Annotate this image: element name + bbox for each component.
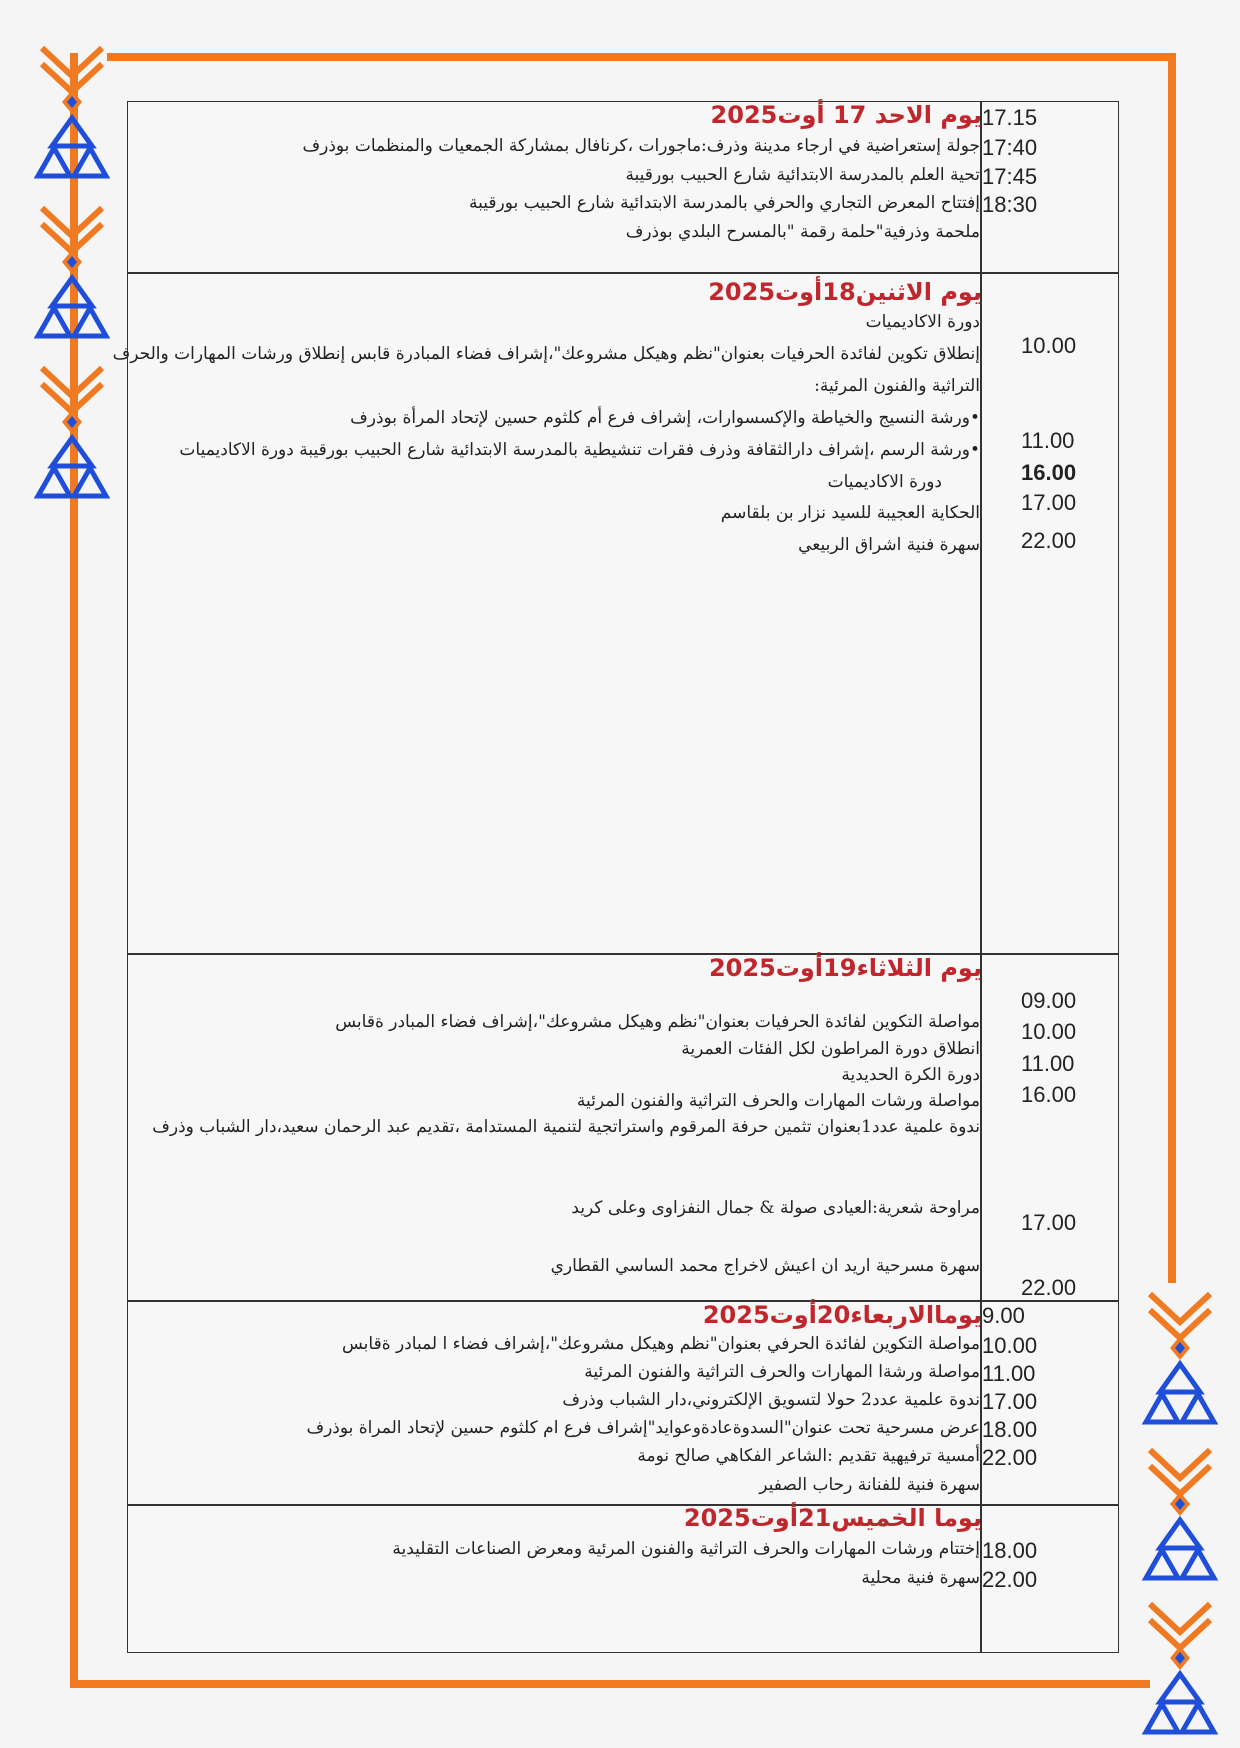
- event-time: 17.00: [982, 1389, 1038, 1414]
- event-text: إفتتاح المعرض التجاري والحرفي بالمدرسة الابتدائية شارع الحبيب بورقيبة: [469, 193, 980, 213]
- berber-motif-icon: [1140, 1282, 1220, 1432]
- event-text: مواصلة ورشات المهارات والحرف التراثية والفنون المرئية: [576, 1091, 980, 1111]
- event-time: 16.00: [1021, 1082, 1077, 1107]
- event-time: 16.00: [1021, 460, 1077, 485]
- event-time: 17.15: [982, 105, 1038, 130]
- event-text: التراثية والفنون المرئية:: [814, 376, 980, 396]
- event-text: عرض مسرحية تحت عنوان"السدوةعادةوعوايد"إشراف فرع ام كلثوم حسين لإتحاد المراة بوذرف: [306, 1418, 980, 1438]
- event-text: سهرة فنية للفنانة رحاب الصفير: [759, 1475, 980, 1495]
- event-text: الحكاية العجيبة للسيد نزار بن بلقاسم: [720, 503, 980, 523]
- event-text: ندوة علمية عدد1بعنوان تثمين حرفة المرقوم واستراتجية لتنمية المستدامة ،تقديم عبد الرحمان سعيد،دار الشباب وذرف: [152, 1117, 980, 1137]
- event-time: 11.00: [982, 1361, 1036, 1386]
- event-time: 10.00: [982, 1333, 1038, 1358]
- event-text: مواصلة ورشةا المهارات والحرف التراثية والفنون المرئية: [584, 1362, 980, 1382]
- event-text: أمسية ترفيهية تقديم :الشاعر الفكاهي صالح نومة: [637, 1446, 980, 1466]
- event-text: دورة الاكاديميات: [827, 472, 942, 492]
- event-time: 11.00: [1021, 1051, 1075, 1076]
- event-time: 17:45: [982, 164, 1038, 189]
- event-text: إنطلاق تكوين لفائدة الحرفيات بعنوان"نظم وهيكل مشروعك"،إشراف فضاء المبادرة قابس إنطلاق ورشات المهارات والحرف: [112, 344, 980, 364]
- frame-bottom: [70, 1680, 1150, 1688]
- event-time: 22.00: [1021, 1275, 1077, 1300]
- event-time: 10.00: [1021, 1019, 1077, 1044]
- event-text: سهرة مسرحية اريد ان اعيش لاخراج محمد الساسي القطاري: [550, 1256, 980, 1276]
- berber-motif-icon: [32, 196, 112, 346]
- event-time: 11.00: [1021, 428, 1075, 453]
- event-time: 22.00: [982, 1445, 1038, 1470]
- event-text: دورة الاكاديميات: [865, 312, 980, 332]
- berber-motif-icon: [32, 356, 112, 506]
- event-time: 18.00: [982, 1417, 1038, 1442]
- event-text: إختتام ورشات المهارات والحرف التراثية والفنون المرئية ومعرض الصناعات التقليدية: [392, 1539, 980, 1559]
- event-text: تحية العلم بالمدرسة الابتدائية شارع الحبيب بورقيبة: [625, 165, 980, 185]
- event-time: 17.00: [1021, 490, 1077, 515]
- event-text: دورة الكرة الحديدية: [841, 1065, 980, 1085]
- row-divider: [127, 272, 1119, 274]
- event-time: 09.00: [1021, 988, 1077, 1013]
- day-title: يوم الثلاثاء19أوت2025: [708, 954, 982, 982]
- event-time: 22.00: [1021, 528, 1077, 553]
- event-time: 10.00: [1021, 333, 1077, 358]
- event-text: مواصلة التكوين لفائدة الحرفيات بعنوان"نظم وهيكل مشروعك"،إشراف فضاء المبادر ةقابس: [335, 1012, 980, 1032]
- day-title: يوما الخميس21أوت2025: [683, 1504, 982, 1532]
- berber-motif-icon: [1140, 1592, 1220, 1742]
- berber-motif-icon: [32, 36, 112, 186]
- day-title: يوم الاحد 17 أوت2025: [710, 101, 982, 129]
- event-time: 18:30: [982, 192, 1038, 217]
- event-text: سهرة فنية اشراق الربيعي: [798, 535, 980, 555]
- day-title: يوماالاربعاء20أوت2025: [702, 1301, 982, 1329]
- event-time: 17.00: [1021, 1210, 1077, 1235]
- frame-right: [1168, 53, 1176, 1283]
- frame-top: [107, 53, 1175, 61]
- event-text: •ورشة النسيج والخياطة والإكسسوارات، إشراف فرع أم كلثوم حسين لإتحاد المرأة بوذرف: [350, 408, 980, 428]
- event-time: 22.00: [982, 1567, 1038, 1592]
- event-text: سهرة فنية محلية: [861, 1568, 980, 1588]
- event-time: 18.00: [982, 1538, 1038, 1563]
- event-text: انطلاق دورة المراطون لكل الفئات العمرية: [681, 1039, 980, 1059]
- day-title: يوم الاثنين18أوت2025: [708, 278, 982, 306]
- event-text: مواصلة التكوين لفائدة الحرفي بعنوان"نظم وهيكل مشروعك"،إشراف فضاء ا لمبادر ةقابس: [341, 1334, 980, 1354]
- event-text: جولة إستعراضية في ارجاء مدينة وذرف:ماجورات ،كرنافال بمشاركة الجمعيات والمنظمات بوذرف: [302, 136, 980, 156]
- event-text: مراوحة شعرية:العيادى صولة & جمال النفزاوى وعلى كريد: [571, 1198, 980, 1218]
- event-text: ندوة علمية عدد2 حولا لتسويق الإلكتروني،دار الشباب وذرف: [562, 1390, 980, 1410]
- event-text: •ورشة الرسم ،إشراف دارالثقافة وذرف فقرات تنشيطية بالمدرسة الابتدائية شارع الحبيب بورقيبة دورة الاكاديميات: [179, 440, 980, 460]
- event-text: ملحمة وذرفية"حلمة رقمة "بالمسرح البلدي بوذرف: [625, 222, 980, 242]
- event-time: 9.00: [982, 1303, 1025, 1328]
- berber-motif-icon: [1140, 1438, 1220, 1588]
- event-time: 17:40: [982, 135, 1038, 160]
